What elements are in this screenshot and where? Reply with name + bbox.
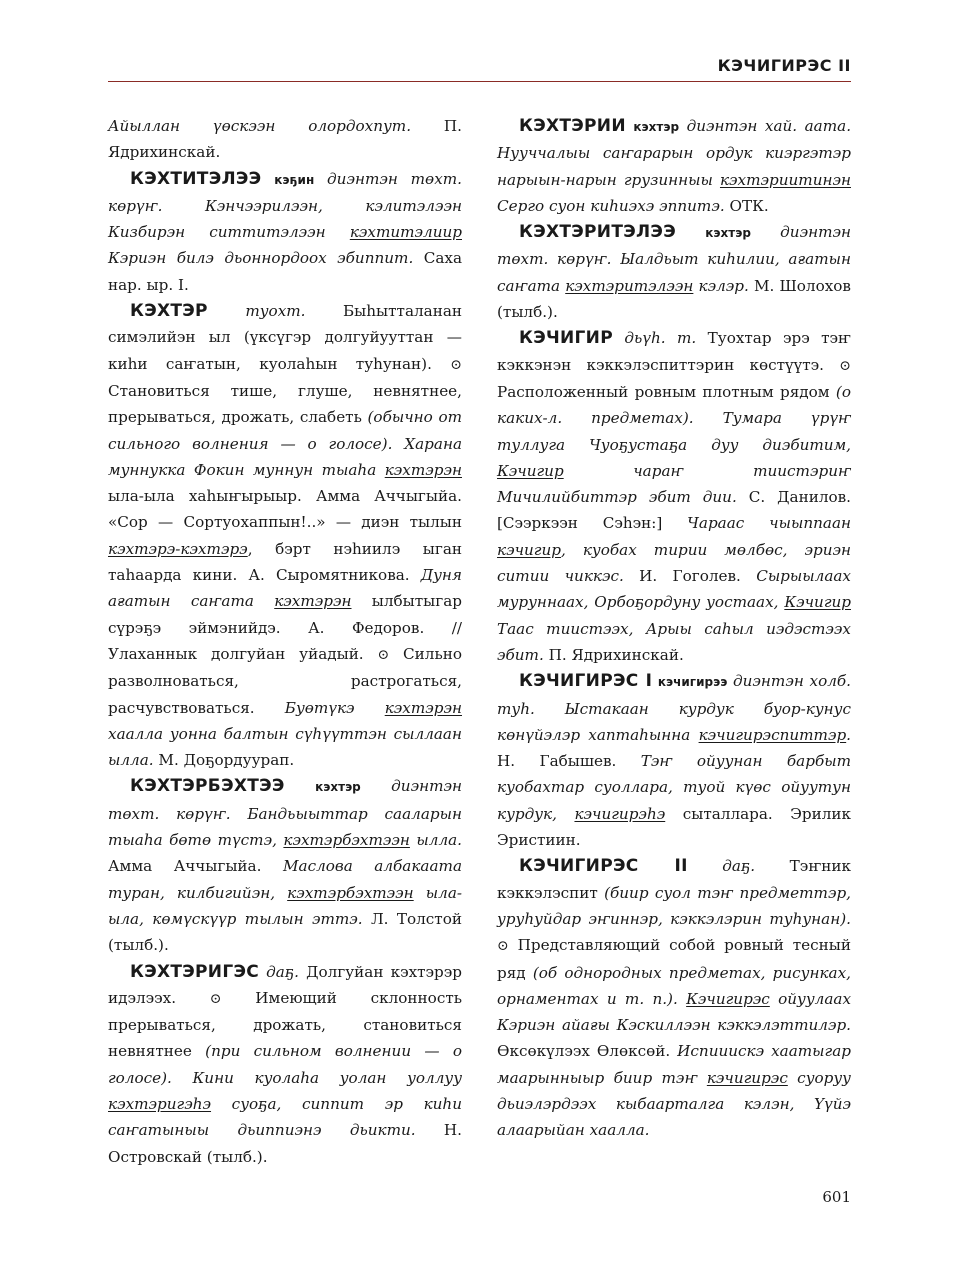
example-underlined: кэхтэригэһэ [108,1094,212,1113]
example-underlined: кэхтитэлиир [349,223,462,242]
example-part: ыла-ыла хаһыҥырыыр. Амма Аччыгыйа. «Сор — Сортуохаппын!..» — диэн тылын [108,487,462,532]
example-part: Буөтүкэ [254,698,385,717]
source: А. Сыромятникова. [237,566,410,585]
translation: Расположенный ровным плотным рядом [497,382,836,401]
example-part: Сырыылаах муруннаах, Орбоҕордуну уостаах, [497,567,851,612]
example-part: кэлэр. [693,276,749,295]
headword: КЭХТИТЭЛЭЭ [130,168,262,189]
source: Н. Островскай (тылб.). [108,1121,462,1166]
definition-note: (биир суол тэҥ предметтэр, уруһуйдар эҥиннэр, кэккэлэрин туһунан). [497,883,851,928]
example-text: Айыллан үөскээн олордохпут. [108,117,412,135]
running-head: КЭЧИГИРЭС II [717,56,851,75]
definition: Долгуйан кэхтэрэр идэлээх. [108,962,462,1007]
ref-word: кэхтэр [633,120,680,134]
source: С. Данилов. [Сээркээн Сэһэн:] [497,488,851,533]
grammar-note: диэнтэн хай. аата. [686,117,852,135]
example-underlined: кэхтэрэн [384,460,462,479]
header-rule [108,81,851,82]
example-underlined: кэхтэрэн [274,592,352,611]
example-part: Ыалдьыт киһилии, ағатын саҥата [497,250,851,295]
bullet-circle-icon: ⊙ [377,646,390,663]
example-part: хаалла уонна балтын сүһүүттэн сыллаан ылла. [108,724,462,770]
example-part: ойуулаах Кэриэн айағы Кэскиллээн кэккэлэттилэр. [497,989,852,1035]
grammar-note: диэнтэн төхт. көрүҥ. [108,777,462,823]
translation-note: (об однородных предметах, рисунках, орнаментах и т. п.). [497,963,852,1008]
bullet-circle-icon: ⊙ [839,357,851,374]
page-number: 601 [822,1188,851,1206]
example-part: Кэнчээрилээн, кэлитэлээн Кизбирэн ситтитэлээн [108,196,462,242]
grammar-note: дьүһ. т. [624,329,697,348]
translation-note: (обычно от сильного волнения — о голосе). [108,408,462,453]
source: И. Гоголев. [623,567,741,586]
headword: КЭХТЭРИИ [519,116,626,136]
example-underlined: кэхтэрэн [384,698,462,717]
source: П. Ядрихинскай. [108,117,462,162]
entry-kechigir [497,325,851,668]
headword: КЭЧИГИР [519,328,613,349]
example-part: чараҥ тиистэриҥ Мичилийбиттэр эбит дии. [497,461,851,507]
example-part: Серго суон киһиэхэ эппитэ. [497,196,725,215]
example-part: Тэҥ ойуунан барбыт куобахтар суоллара, туой күөс ойуутун курдук, [497,752,851,823]
translation: Имеющий склонность прерываться, дрожать, становиться невнятнее [108,988,462,1061]
example-part: Испииискэ хаатыгар маарынныыр биир тэҥ [497,1042,851,1087]
example [108,540,248,558]
example-underlined: кэчигирэһэ [574,804,666,823]
example-part [678,990,686,1008]
example-underlined: кэхтэритэлээн [565,276,694,295]
example-underlined: Кэчигир [784,593,851,612]
example-part: , куобах тирии мөлбөс, эриэн ситии чиккэс. [497,540,851,586]
example-underlined: Кэчигир [497,461,564,480]
grammar-note: диэнтэн төхт. көрүҥ. [497,223,851,269]
bullet-circle-icon: ⊙ [450,356,462,373]
entry-kechigires-1 [497,668,851,853]
ref-word: кэҕин [274,172,315,187]
source: Л. Толстой (тылб.). [108,909,462,955]
source: Амма Аччыгыйа. [108,857,262,876]
left-column [108,113,462,1170]
example-part: Харана муннукка Фокин муннун тыаһа [108,434,463,479]
translation: Представляющий собой ровный тесный ряд [497,936,851,982]
example-part: сыталлара. [665,804,773,823]
translation-note: (о каких-л. предметах). [497,382,851,428]
example-part: Тумара үрүҥ туллуга Чуоҕустаҕа дуу диэбитим, [497,409,852,454]
source: ОТК. [724,196,769,215]
headword: КЭХТЭР [130,301,208,322]
headword: КЭХТЭРБЭХТЭЭ [130,776,285,797]
example-part: , бэрт нэһиилэ ыган таһаарда кини. [108,539,462,585]
ref-word: кэхтэр [315,780,361,795]
example-underlined: кэхтэрэ-кэхтэрэ [108,539,248,558]
headword: КЭХТЭРИГЭС [130,961,260,982]
right-column [497,113,851,1144]
example-part: Маслова албакаата туран, килбигийэн, [108,857,462,902]
example-underlined: кэчигирэс [706,1068,788,1087]
example-part: Нууччалыы саҥарарын ордук киэргэтэр нарыын-нарын грузинныы [497,144,851,189]
example-underlined: кэхтэриитинэн [719,170,851,189]
example-underlined: Кэчигирэс [686,989,770,1008]
translation-note: (при сильном волнении — о голосе). [108,1042,462,1087]
example-part: Кэриэн билэ дьоннордоох эбиппит. [108,249,414,268]
source: М. Доҕордуурап. [153,751,295,770]
grammar-note: даҕ. [722,857,756,876]
example-part: Ыстакаан курдук буор-кунус көнүйэлэр хаптаһынна [497,699,851,744]
example-part: суоруу дьиэлэрдээх кыбаарталга кэлэн, Үүйэ алаарыйан хаалла. [497,1068,851,1140]
example-part: Дуня ағатын саҥата [108,566,462,611]
example-part: суоҕа, сиппит эр киһи саҥатыныы дьиппиэнэ дьикти. [108,1094,462,1140]
grammar-note: диэнтэн төхт. көрүҥ. [108,169,462,215]
source: М. Шолохов (тылб.). [497,276,851,322]
example-underlined: кэхтэрбэхтээн [283,831,410,850]
example-part: ылла. [409,831,462,850]
example [108,197,462,268]
definition: Быһытталанан симэлийэн ыл (үксүгэр долгуйууттан — киһи саҥатын, куолаһын туһунан). [108,302,463,373]
source: Өксөкүлээх Өлөксөй. [497,1042,671,1061]
source: Эрилик Эристиин. [497,804,851,850]
source: А. Федоров. // Улаханнык долгуйан уйадый. [108,618,462,663]
entry-kechigires-2 [497,853,851,1143]
bullet-circle-icon: ⊙ [209,990,222,1007]
example-part: ыла-ыла, көмүскүүр тылын эттэ. [108,883,463,928]
example-underlined: кэчигир [497,540,561,559]
example-underlined: кэхтэрбэхтээн [287,883,414,902]
grammar-note: даҕ. [266,962,299,981]
entry-kehtitelee [108,166,462,298]
source: Н. Габышев. [497,752,617,771]
ref-word: кэчигирээ [657,675,728,690]
translation: Сильно разволноваться, растрогаться, расчувствоваться. [108,644,462,717]
example [497,700,851,744]
entry-kehterbehtee [108,773,462,958]
grammar-note: диэнтэн холб. туһ. [497,672,851,718]
example-underlined: кэчигирэспиттэр [698,725,847,744]
example-part: Кини куолаһа уолан уоллуу [171,1068,462,1087]
entry-kehteriges [108,959,462,1170]
example [497,144,851,215]
example-part: Чараас чыыппаан [662,514,851,533]
definition: Туохтар эрэ тэҥ кэккэнэн кэккэлэспиттэрин көстүүтэ. [497,329,852,374]
example-part: . [846,725,851,744]
grammar-note: туохт. [245,302,306,321]
entry-kehteritelee [497,219,851,325]
translation: Становиться тише, глуше, невнятнее, прерываться, дрожать, слабеть [108,381,462,427]
headword: КЭХТЭРИТЭЛЭЭ [519,222,676,243]
entry-kehterii [497,113,851,219]
entry-kehter [108,298,462,773]
example-part: Таас тиистээх, Арыы саһыл иэдэстээх эбит. [497,619,851,664]
example-part: ылбытыгар сүрэҕэ эймэнийдэ. [108,592,462,637]
definition: Тэҥник кэккэлэспит [497,857,851,902]
headword: КЭЧИГИРЭС II [519,856,688,877]
source: П. Ядрихинскай. [543,645,684,664]
entry-continuation [108,113,462,166]
source: Саха нар. ыр. I. [108,249,462,294]
headword: КЭЧИГИРЭС I [519,671,653,692]
example-part: Бандьыыттар сааларын тыаһа бөтө түстэ, [108,804,462,850]
ref-word: кэхтэр [705,226,751,241]
bullet-circle-icon: ⊙ [497,938,509,955]
